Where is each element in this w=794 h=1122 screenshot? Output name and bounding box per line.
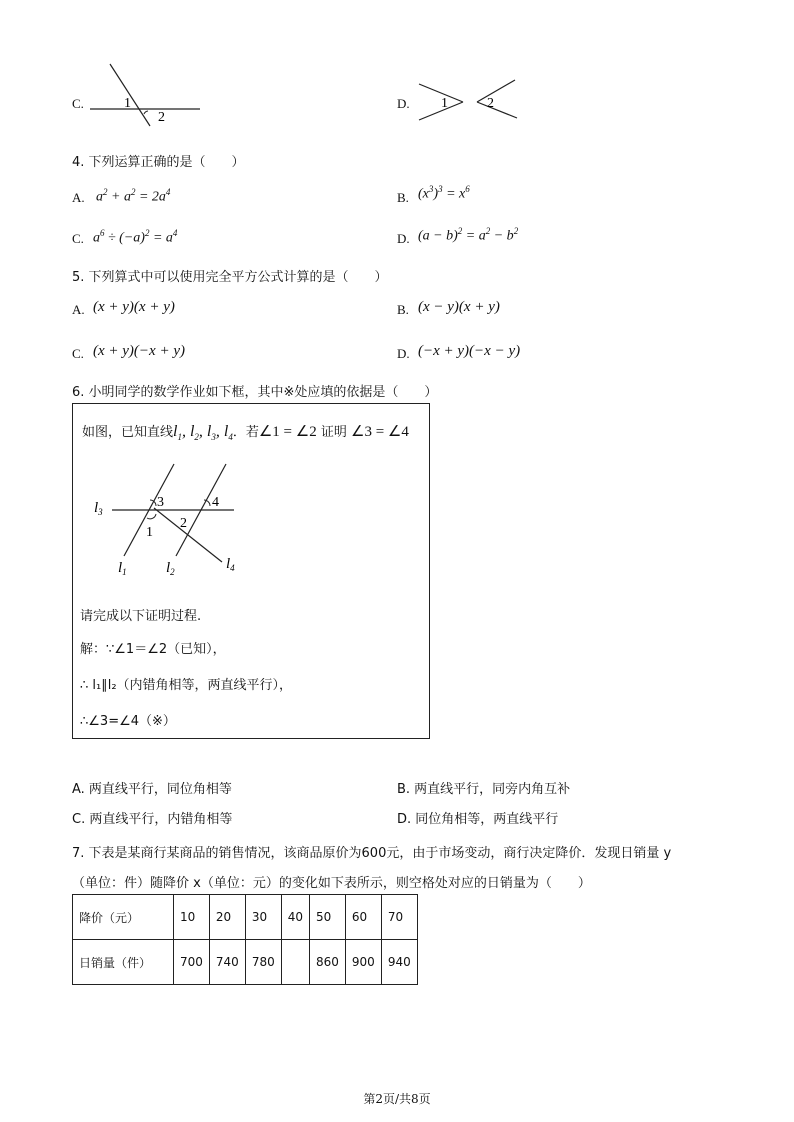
q5-c-expr: (x + y)(−x + y): [93, 343, 185, 359]
q5-c-label: C.: [72, 346, 84, 361]
q6-fig-angle1: 1: [146, 525, 153, 540]
q3-d-angle1: 1: [441, 96, 448, 111]
q6-premise-lines: $l_1$, $l_2$, $l_3$, $l_4$: [173, 423, 233, 443]
table-cell: 900: [345, 940, 381, 985]
q5-a-label: A.: [72, 302, 85, 317]
q6-figure: [90, 460, 250, 580]
q3-option-c-label: C.: [72, 96, 84, 111]
q4-a-label: A.: [72, 190, 85, 205]
table-cell: 20: [209, 895, 245, 940]
table-cell: 40: [281, 895, 309, 940]
q6-fig-l2: $l_2$: [166, 560, 175, 577]
q7-stem-line1: 7. 下表是某商行某商品的销售情况，该商品原价为600元，由于市场变动，商行决定降价．发现日销量 y: [72, 846, 672, 861]
q3-c-angle2: 2: [158, 110, 165, 125]
q6-fig-angle3: 3: [157, 495, 164, 510]
table-cell: 50: [310, 895, 346, 940]
q7-sales-table: [72, 894, 418, 985]
q5-d-label: D.: [397, 346, 410, 361]
q6-premise-given: ∠1 = ∠2: [258, 424, 317, 440]
q4-c-expr: $a^6 \div (-a)^2 = a^4$: [93, 228, 178, 246]
q6-box-premise: [82, 421, 409, 442]
table-cell: 60: [345, 895, 381, 940]
q7-stem-line2: （单位：件）随降价 x（单位：元）的变化如下表所示，则空格处对应的日销量为（ ）: [72, 876, 591, 891]
q5-a-expr: (x + y)(x + y): [93, 299, 175, 315]
q5-b-label: B.: [397, 302, 409, 317]
q6-premise-goal: ∠3 = ∠4: [351, 424, 409, 440]
q4-stem: 4. 下列运算正确的是（ ）: [72, 155, 245, 170]
q3-option-d-label: D.: [397, 96, 410, 111]
q6-fig-l1: $l_1$: [118, 560, 127, 577]
q6-option-b: B. 两直线平行，同旁内角互补: [397, 782, 571, 797]
q4-a-expr: $a^2 + a^2 = 2a^4$: [96, 187, 171, 205]
table-cell: 740: [209, 940, 245, 985]
q5-d-expr: (−x + y)(−x − y): [418, 343, 521, 359]
q6-proof-line1: 解：∵∠1＝∠2（已知），: [80, 642, 226, 657]
q6-premise-text2: ．若: [232, 425, 259, 440]
q3-c-angle1: 1: [124, 96, 131, 111]
q6-fig-angle4: 4: [212, 495, 219, 510]
q5-b-expr: (x − y)(x + y): [418, 299, 500, 315]
q4-c-label: C.: [72, 231, 84, 246]
table-row: [73, 895, 418, 940]
table-cell: 30: [245, 895, 281, 940]
table-cell: 700: [174, 940, 210, 985]
q3-option-c-figure: [88, 60, 206, 128]
table-cell: 860: [310, 940, 346, 985]
q4-d-label: D.: [397, 231, 410, 246]
q6-fig-l4: $l_4$: [226, 556, 235, 573]
q3-option-d-figure: [415, 76, 525, 124]
q6-premise-text3: 证明: [320, 425, 347, 440]
q6-proof-line3: ∴∠3=∠4（※）: [80, 714, 176, 729]
q6-proof-line2: ∴ l₁∥l₂（内错角相等，两直线平行），: [80, 678, 293, 693]
table-cell: 10: [174, 895, 210, 940]
table-cell: 940: [381, 940, 417, 985]
table-row: [73, 940, 418, 985]
q6-fig-l3: $l_3$: [94, 500, 103, 517]
table-cell-blank: [281, 940, 309, 985]
q6-fig-angle2: 2: [180, 516, 187, 531]
q5-stem: 5. 下列算式中可以使用完全平方公式计算的是（ ）: [72, 270, 388, 285]
q4-b-expr: $(x^3)^3 = x^6$: [418, 184, 470, 202]
table-cell: 780: [245, 940, 281, 985]
q3-d-angle2: 2: [487, 96, 494, 111]
q6-option-d: D. 同位角相等，两直线平行: [397, 812, 559, 827]
table-row-header: 日销量（件）: [73, 940, 174, 985]
page-footer: 第2页/共8页: [363, 1092, 431, 1106]
q4-d-expr: $(a - b)^2 = a^2 - b^2$: [418, 226, 519, 244]
q4-b-label: B.: [397, 190, 409, 205]
q6-option-a: A. 两直线平行，同位角相等: [72, 782, 232, 797]
q6-stem: 6. 小明同学的数学作业如下框，其中※处应填的依据是（ ）: [72, 385, 438, 400]
q6-instruction: 请完成以下证明过程.: [80, 609, 202, 624]
q6-option-c: C. 两直线平行，内错角相等: [72, 812, 233, 827]
q6-premise-text1: 如图，已知直线: [82, 425, 174, 440]
table-row-header: 降价（元）: [73, 895, 174, 940]
table-cell: 70: [381, 895, 417, 940]
